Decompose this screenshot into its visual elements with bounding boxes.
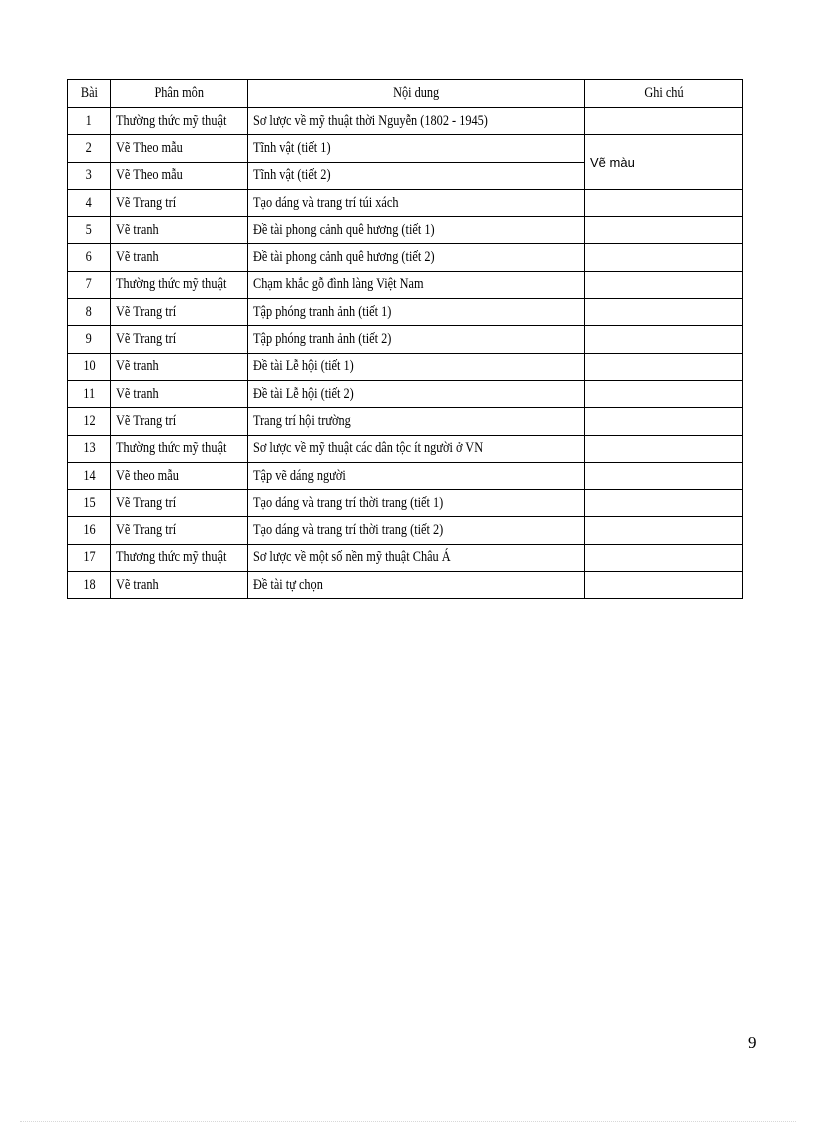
cell-bai: 4 xyxy=(68,189,111,216)
cell-bai: 9 xyxy=(68,326,111,353)
cell-phan-mon: Vẽ tranh xyxy=(111,217,248,244)
cell-bai: 14 xyxy=(68,462,111,489)
cell-bai: 18 xyxy=(68,572,111,599)
table-body xyxy=(68,108,743,599)
cell-phan-mon: Thương thức mỹ thuật xyxy=(111,544,248,571)
cell-bai: 13 xyxy=(68,435,111,462)
cell-noi-dung: Tạo dáng và trang trí thời trang (tiết 1) xyxy=(248,490,585,517)
cell-noi-dung: Trang trí hội trường xyxy=(248,408,585,435)
cell-phan-mon: Vẽ tranh xyxy=(111,572,248,599)
cell-bai: 3 xyxy=(68,162,111,189)
table-header-row xyxy=(68,80,743,108)
cell-ghi-chu xyxy=(585,353,743,380)
cell-bai: 5 xyxy=(68,217,111,244)
table-row xyxy=(68,135,743,162)
cell-bai: 15 xyxy=(68,490,111,517)
cell-ghi-chu xyxy=(585,435,743,462)
cell-phan-mon: Thường thức mỹ thuật xyxy=(111,435,248,462)
cell-ghi-chu xyxy=(585,299,743,326)
table-row xyxy=(68,572,743,599)
cell-phan-mon: Thường thức mỹ thuật xyxy=(111,271,248,298)
header-phan-mon: Phân môn xyxy=(111,80,248,108)
table-row xyxy=(68,544,743,571)
header-bai: Bài xyxy=(68,80,111,108)
table-row xyxy=(68,217,743,244)
table-row xyxy=(68,380,743,407)
cell-bai: 8 xyxy=(68,299,111,326)
page-bottom-divider xyxy=(20,1121,796,1122)
cell-phan-mon: Vẽ tranh xyxy=(111,244,248,271)
cell-noi-dung: Tập phóng tranh ảnh (tiết 2) xyxy=(248,326,585,353)
cell-phan-mon: Vẽ Theo mẫu xyxy=(111,135,248,162)
cell-bai: 11 xyxy=(68,380,111,407)
table-row xyxy=(68,189,743,216)
table-row xyxy=(68,490,743,517)
cell-ghi-chu xyxy=(585,408,743,435)
cell-bai: 6 xyxy=(68,244,111,271)
cell-noi-dung: Tĩnh vật (tiết 1) xyxy=(248,135,585,162)
table-row xyxy=(68,299,743,326)
table-row xyxy=(68,517,743,544)
cell-phan-mon: Vẽ Trang trí xyxy=(111,189,248,216)
lesson-table xyxy=(67,79,743,599)
cell-ghi-chu xyxy=(585,108,743,135)
cell-phan-mon: Vẽ Trang trí xyxy=(111,490,248,517)
cell-phan-mon: Vẽ Theo mẫu xyxy=(111,162,248,189)
cell-ghi-chu xyxy=(585,244,743,271)
cell-phan-mon: Vẽ Trang trí xyxy=(111,299,248,326)
table-row xyxy=(68,244,743,271)
header-noi-dung: Nội dung xyxy=(248,80,585,108)
cell-noi-dung: Tập vẽ dáng người xyxy=(248,462,585,489)
cell-bai: 2 xyxy=(68,135,111,162)
cell-bai: 10 xyxy=(68,353,111,380)
cell-ghi-chu xyxy=(585,544,743,571)
cell-phan-mon: Vẽ Trang trí xyxy=(111,517,248,544)
table-row xyxy=(68,108,743,135)
cell-noi-dung: Sơ lược về một số nền mỹ thuật Châu Á xyxy=(248,544,585,571)
cell-bai: 1 xyxy=(68,108,111,135)
cell-ghi-chu xyxy=(585,380,743,407)
cell-phan-mon: Vẽ Trang trí xyxy=(111,408,248,435)
table-row xyxy=(68,462,743,489)
cell-noi-dung: Đề tài Lễ hội (tiết 2) xyxy=(248,380,585,407)
page-number: 9 xyxy=(748,1033,757,1052)
cell-noi-dung: Đề tài tự chọn xyxy=(248,572,585,599)
cell-noi-dung: Sơ lược về mỹ thuật thời Nguyễn (1802 - 1945) xyxy=(248,108,585,135)
cell-bai: 17 xyxy=(68,544,111,571)
cell-bai: 16 xyxy=(68,517,111,544)
cell-ghi-chu xyxy=(585,189,743,216)
cell-phan-mon: Vẽ Trang trí xyxy=(111,326,248,353)
cell-noi-dung: Đề tài phong cảnh quê hương (tiết 2) xyxy=(248,244,585,271)
table-row xyxy=(68,326,743,353)
cell-ghi-chu xyxy=(585,326,743,353)
table-row xyxy=(68,271,743,298)
cell-phan-mon: Thường thức mỹ thuật xyxy=(111,108,248,135)
cell-noi-dung: Đề tài Lễ hội (tiết 1) xyxy=(248,353,585,380)
cell-ghi-chu xyxy=(585,271,743,298)
table-row xyxy=(68,435,743,462)
cell-noi-dung: Tạo dáng và trang trí thời trang (tiết 2) xyxy=(248,517,585,544)
cell-ghi-chu xyxy=(585,217,743,244)
cell-ghi-chu: Vẽ màu xyxy=(585,135,743,190)
cell-ghi-chu xyxy=(585,517,743,544)
cell-noi-dung: Tạo dáng và trang trí túi xách xyxy=(248,189,585,216)
cell-noi-dung: Chạm khắc gỗ đình làng Việt Nam xyxy=(248,271,585,298)
cell-noi-dung: Tĩnh vật (tiết 2) xyxy=(248,162,585,189)
table-row xyxy=(68,408,743,435)
cell-noi-dung: Tập phóng tranh ảnh (tiết 1) xyxy=(248,299,585,326)
cell-bai: 12 xyxy=(68,408,111,435)
cell-phan-mon: Vẽ theo mẫu xyxy=(111,462,248,489)
header-ghi-chu: Ghi chú xyxy=(585,80,743,108)
cell-ghi-chu xyxy=(585,572,743,599)
cell-phan-mon: Vẽ tranh xyxy=(111,380,248,407)
cell-bai: 7 xyxy=(68,271,111,298)
cell-phan-mon: Vẽ tranh xyxy=(111,353,248,380)
cell-ghi-chu xyxy=(585,490,743,517)
table-row xyxy=(68,353,743,380)
cell-noi-dung: Sơ lược về mỹ thuật các dân tộc ít người ở VN xyxy=(248,435,585,462)
cell-noi-dung: Đề tài phong cảnh quê hương (tiết 1) xyxy=(248,217,585,244)
cell-ghi-chu xyxy=(585,462,743,489)
